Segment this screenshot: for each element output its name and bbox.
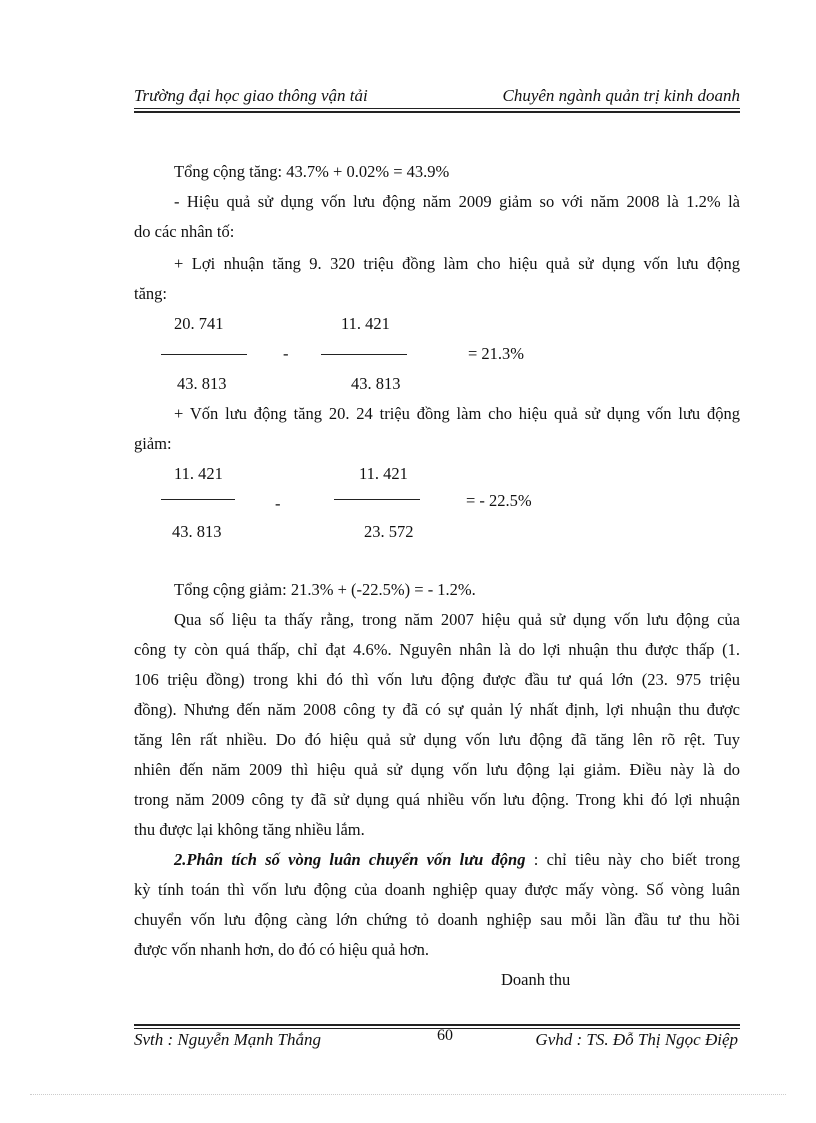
para2-line2: tăng:	[134, 284, 167, 303]
footer-advisor: Gvhd : TS. Đỗ Thị Ngọc Điệp	[535, 1030, 738, 1049]
header-school: Trường đại học giao thông vận tải	[134, 86, 368, 105]
f1-denominator-1: 43. 813	[177, 374, 227, 393]
footer-student: Svth : Nguyễn Mạnh Thắng	[134, 1030, 321, 1049]
total-increase: Tổng cộng tăng: 43.7% + 0.02% = 43.9%	[174, 162, 450, 181]
para5-line3: được vốn nhanh hơn, do đó có hiệu quả hơn.	[134, 940, 429, 959]
para5-line2: chuyển vốn lưu động càng lớn chứng tỏ doanh nghiệp sau mỗi lần đầu tư thu hồi	[134, 910, 740, 929]
header-rule	[134, 108, 740, 109]
para4-line6: nhiên đến năm 2009 thì hiệu quả sử dụng vốn lưu động lại giảm. Điều này là do	[134, 760, 740, 779]
f2-fraction-bar-1	[161, 499, 235, 500]
para3-line2: giảm:	[134, 434, 172, 453]
f2-minus: -	[275, 494, 281, 513]
f1-numerator-2: 11. 421	[341, 314, 390, 333]
para4-line3: 106 triệu đồng) trong khi đó thì vốn lưu động được đầu tư quá lớn (23. 975 triệu	[134, 670, 740, 689]
section-2-line	[174, 850, 740, 870]
para1-line2: do các nhân tố:	[134, 222, 235, 241]
total-decrease: Tổng cộng giảm: 21.3% + (-22.5%) = - 1.2%.	[174, 580, 476, 599]
header-rule-thick	[134, 111, 740, 113]
para4-line7: trong năm 2009 công ty đã sử dụng quá nhiều vốn lưu động. Trong khi đó lợi nhuận	[134, 790, 740, 809]
para2-line1: + Lợi nhuận tăng 9. 320 triệu đồng làm cho hiệu quả sử dụng vốn lưu động	[174, 254, 740, 273]
para4-line4: đồng). Nhưng đến năm 2008 công ty đã có sự quản lý nhất định, lợi nhuận thu được	[134, 700, 740, 719]
f2-numerator-2: 11. 421	[359, 464, 408, 483]
f2-denominator-1: 43. 813	[172, 522, 222, 541]
page-number: 60	[437, 1027, 453, 1044]
f2-numerator-1: 11. 421	[174, 464, 223, 483]
header-major: Chuyên ngành quản trị kinh doanh	[502, 86, 740, 105]
f1-fraction-bar-1	[161, 354, 247, 355]
f2-fraction-bar-2	[334, 499, 420, 500]
section-2-intro: : chỉ tiêu này cho biết trong	[525, 850, 740, 869]
f1-numerator-1: 20. 741	[174, 314, 224, 333]
f1-minus: -	[283, 344, 289, 363]
f2-result: = - 22.5%	[466, 491, 532, 510]
para5-line1: kỳ tính toán thì vốn lưu động của doanh nghiệp quay được mấy vòng. Số vòng luân	[134, 880, 740, 899]
f2-denominator-2: 23. 572	[364, 522, 414, 541]
para3-line1: + Vốn lưu động tăng 20. 24 triệu đồng làm cho hiệu quả sử dụng vốn lưu động	[174, 404, 740, 423]
f1-denominator-2: 43. 813	[351, 374, 401, 393]
para1-line1: - Hiệu quả sử dụng vốn lưu động năm 2009 giảm so với năm 2008 là 1.2% là	[174, 192, 740, 211]
section-2-title: 2.Phân tích số vòng luân chuyển vốn lưu động	[174, 850, 526, 869]
page-edge-divider	[30, 1094, 786, 1095]
f1-fraction-bar-2	[321, 354, 407, 355]
para4-line1: Qua số liệu ta thấy rằng, trong năm 2007 hiệu quả sử dụng vốn lưu động của	[174, 610, 740, 629]
para4-line8: thu được lại không tăng nhiều lắm.	[134, 820, 365, 839]
revenue-label: Doanh thu	[501, 970, 571, 989]
para4-line2: công ty còn quá thấp, chỉ đạt 4.6%. Nguyên nhân là do lợi nhuận thu được thấp (1.	[134, 640, 740, 659]
f1-result: = 21.3%	[468, 344, 525, 363]
para4-line5: tăng lên rất nhiều. Do đó hiệu quả sử dụng vốn lưu động đã tăng lên rõ rệt. Tuy	[134, 730, 740, 749]
footer-rule-thick	[134, 1024, 740, 1026]
